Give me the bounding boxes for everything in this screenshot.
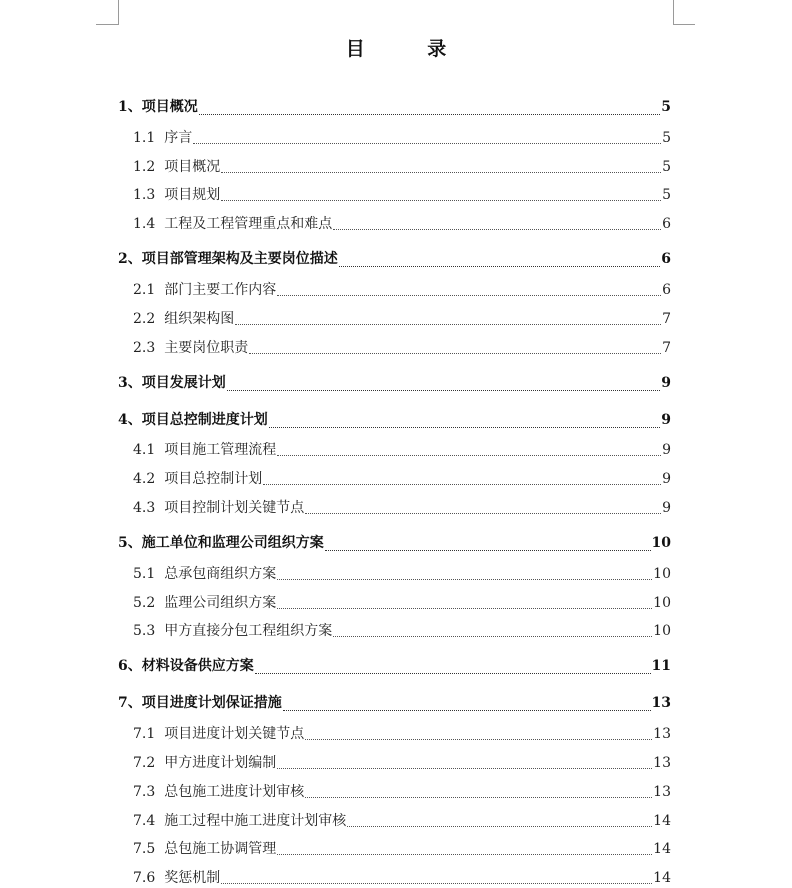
toc-page-number: 9 <box>662 471 671 488</box>
toc-page-number: 13 <box>653 754 671 771</box>
toc-page-number: 13 <box>653 783 671 800</box>
toc-section-entry[interactable] <box>118 831 671 860</box>
page-title: 目 录 <box>345 38 475 60</box>
toc-dot-leader <box>221 199 661 201</box>
toc-chapter-entry[interactable] <box>118 395 671 432</box>
toc-entry-label <box>133 157 220 177</box>
toc-dot-leader <box>277 578 652 580</box>
toc-entry-label <box>133 564 276 584</box>
toc-page-number: 6 <box>662 281 671 298</box>
toc-dot-leader <box>283 709 651 711</box>
toc-dot-leader <box>277 853 652 855</box>
toc-section-number: 4.1 <box>133 442 156 459</box>
toc-entry-label <box>133 338 248 358</box>
toc-dot-leader <box>325 549 651 551</box>
toc-entry-label <box>133 128 192 148</box>
toc-section-entry[interactable] <box>118 432 671 461</box>
toc-section-number: 7.4 <box>133 812 156 829</box>
toc-dot-leader <box>263 483 661 485</box>
toc-page-number: 7 <box>662 339 671 356</box>
toc-section-entry[interactable] <box>118 715 671 744</box>
toc-section-entry[interactable] <box>118 744 671 773</box>
toc-section-entry[interactable] <box>118 177 671 206</box>
toc-section-title: 奖惩机制 <box>164 870 221 887</box>
toc-section-entry[interactable] <box>118 460 671 489</box>
toc-section-number: 5.1 <box>133 565 156 582</box>
toc-section-number: 2.3 <box>133 339 156 356</box>
toc-section-number: 5.3 <box>133 623 156 640</box>
toc-entry-label: 1、项目概况 <box>118 99 198 115</box>
toc-dot-leader <box>347 825 652 827</box>
corner-mark-line <box>96 24 118 25</box>
toc-entry-label: 2、项目部管理架构及主要岗位描述 <box>118 251 338 268</box>
toc-section-number: 1.2 <box>133 158 156 175</box>
toc-entry-label: 4、项目总控制进度计划 <box>118 411 268 428</box>
toc-dot-leader <box>277 607 652 609</box>
toc-dot-leader <box>305 512 661 514</box>
toc-dot-leader <box>339 265 661 267</box>
corner-mark-line <box>118 0 119 25</box>
toc-page-number: 13 <box>651 695 671 712</box>
toc-section-entry[interactable] <box>118 300 671 329</box>
toc-page-number: 6 <box>661 251 671 268</box>
toc-section-entry[interactable] <box>118 205 671 234</box>
toc-section-entry[interactable] <box>118 148 671 177</box>
toc-chapter-entry[interactable] <box>118 641 671 678</box>
toc-entry-label <box>133 214 332 234</box>
table-of-contents <box>118 82 671 888</box>
toc-page-number: 5 <box>662 158 671 175</box>
toc-section-number: 7.6 <box>133 870 156 887</box>
toc-entry-label <box>133 469 262 489</box>
toc-section-title: 主要岗位职责 <box>164 339 249 356</box>
toc-dot-leader <box>333 635 652 637</box>
toc-page-number: 5 <box>662 187 671 204</box>
toc-page-number: 9 <box>661 411 671 428</box>
toc-chapter-entry[interactable] <box>118 678 671 715</box>
toc-section-title: 项目施工管理流程 <box>164 442 277 459</box>
toc-section-number: 7.3 <box>133 783 156 800</box>
toc-entry-label <box>133 309 234 329</box>
toc-entry-label <box>133 621 332 641</box>
toc-entry-label: 3、项目发展计划 <box>118 374 226 391</box>
toc-section-title: 项目总控制计划 <box>164 471 263 488</box>
toc-section-number: 2.1 <box>133 281 156 298</box>
toc-entry-label <box>133 753 276 773</box>
toc-section-title: 组织架构图 <box>164 310 235 327</box>
toc-section-title: 项目概况 <box>164 158 221 175</box>
toc-dot-leader <box>235 323 661 325</box>
toc-page-number: 7 <box>662 310 671 327</box>
toc-section-number: 4.3 <box>133 499 156 516</box>
toc-section-title: 部门主要工作内容 <box>164 281 277 298</box>
toc-page-number: 10 <box>653 594 671 611</box>
toc-section-entry[interactable] <box>118 555 671 584</box>
toc-section-number: 2.2 <box>133 310 156 327</box>
toc-dot-leader <box>227 389 661 391</box>
toc-chapter-entry[interactable] <box>118 82 671 119</box>
toc-section-number: 1.4 <box>133 216 156 233</box>
toc-page-number: 13 <box>653 726 671 743</box>
toc-section-title: 工程及工程管理重点和难点 <box>164 216 333 233</box>
toc-dot-leader <box>277 767 652 769</box>
toc-dot-leader <box>193 142 661 144</box>
toc-section-entry[interactable] <box>118 271 671 300</box>
toc-entry-label: 7、项目进度计划保证措施 <box>118 695 282 712</box>
toc-dot-leader <box>221 882 652 884</box>
toc-page-number: 9 <box>661 374 671 391</box>
toc-dot-leader <box>199 113 661 115</box>
toc-section-entry[interactable] <box>118 859 671 888</box>
toc-section-title: 总包施工协调管理 <box>164 841 277 858</box>
toc-section-title: 甲方进度计划编制 <box>164 754 277 771</box>
toc-section-number: 7.5 <box>133 841 156 858</box>
toc-section-entry[interactable] <box>118 119 671 148</box>
toc-page-number: 10 <box>653 623 671 640</box>
toc-entry-label <box>133 724 304 744</box>
toc-chapter-entry[interactable] <box>118 518 671 555</box>
toc-dot-leader <box>333 228 661 230</box>
toc-section-number: 7.2 <box>133 754 156 771</box>
toc-chapter-entry[interactable] <box>118 358 671 395</box>
toc-page-number: 10 <box>653 565 671 582</box>
toc-section-title: 监理公司组织方案 <box>164 594 277 611</box>
toc-entry-label <box>133 868 220 888</box>
toc-section-title: 项目进度计划关键节点 <box>164 726 305 743</box>
toc-section-entry[interactable] <box>118 773 671 802</box>
toc-section-title: 甲方直接分包工程组织方案 <box>164 623 333 640</box>
toc-section-number: 4.2 <box>133 471 156 488</box>
toc-dot-leader <box>221 171 661 173</box>
toc-section-title: 项目控制计划关键节点 <box>164 499 305 516</box>
toc-entry-label <box>133 440 276 460</box>
toc-page-number: 10 <box>651 534 671 551</box>
toc-entry-label <box>133 185 220 205</box>
toc-section-entry[interactable] <box>118 489 671 518</box>
toc-section-entry[interactable] <box>118 584 671 613</box>
toc-entry-label <box>133 811 346 831</box>
toc-section-number: 1.1 <box>133 129 156 146</box>
toc-section-title: 施工过程中施工进度计划审核 <box>164 812 347 829</box>
toc-entry-label: 6、材料设备供应方案 <box>118 658 254 675</box>
toc-dot-leader <box>255 672 651 674</box>
toc-entry-label <box>133 782 304 802</box>
toc-dot-leader <box>305 738 652 740</box>
toc-section-entry[interactable] <box>118 613 671 642</box>
toc-section-entry[interactable] <box>118 329 671 358</box>
toc-dot-leader <box>249 352 661 354</box>
toc-chapter-entry[interactable] <box>118 234 671 271</box>
toc-entry-label: 5、施工单位和监理公司组织方案 <box>118 534 324 551</box>
toc-entry-label <box>133 839 276 859</box>
toc-section-number: 1.3 <box>133 187 156 204</box>
toc-entry-label <box>133 280 276 300</box>
toc-dot-leader <box>305 796 652 798</box>
toc-page-number: 14 <box>653 870 671 887</box>
toc-entry-label <box>133 498 304 518</box>
toc-page-number: 5 <box>661 99 671 115</box>
toc-section-title: 总承包商组织方案 <box>164 565 277 582</box>
toc-section-number: 7.1 <box>133 726 156 743</box>
toc-section-title: 序言 <box>164 129 193 146</box>
toc-page-number: 9 <box>662 442 671 459</box>
toc-section-number: 5.2 <box>133 594 156 611</box>
corner-mark-line <box>673 0 674 25</box>
toc-page-number: 14 <box>653 812 671 829</box>
corner-mark-line <box>673 24 695 25</box>
toc-section-title: 总包施工进度计划审核 <box>164 783 305 800</box>
toc-section-entry[interactable] <box>118 802 671 831</box>
toc-page-number: 6 <box>662 216 671 233</box>
toc-dot-leader <box>277 454 661 456</box>
toc-entry-label <box>133 593 276 613</box>
toc-page-number: 14 <box>653 841 671 858</box>
toc-page-number: 11 <box>651 658 671 675</box>
toc-dot-leader <box>269 426 661 428</box>
toc-page-number: 5 <box>662 129 671 146</box>
toc-page-number: 9 <box>662 499 671 516</box>
toc-dot-leader <box>277 294 661 296</box>
toc-section-title: 项目规划 <box>164 187 221 204</box>
